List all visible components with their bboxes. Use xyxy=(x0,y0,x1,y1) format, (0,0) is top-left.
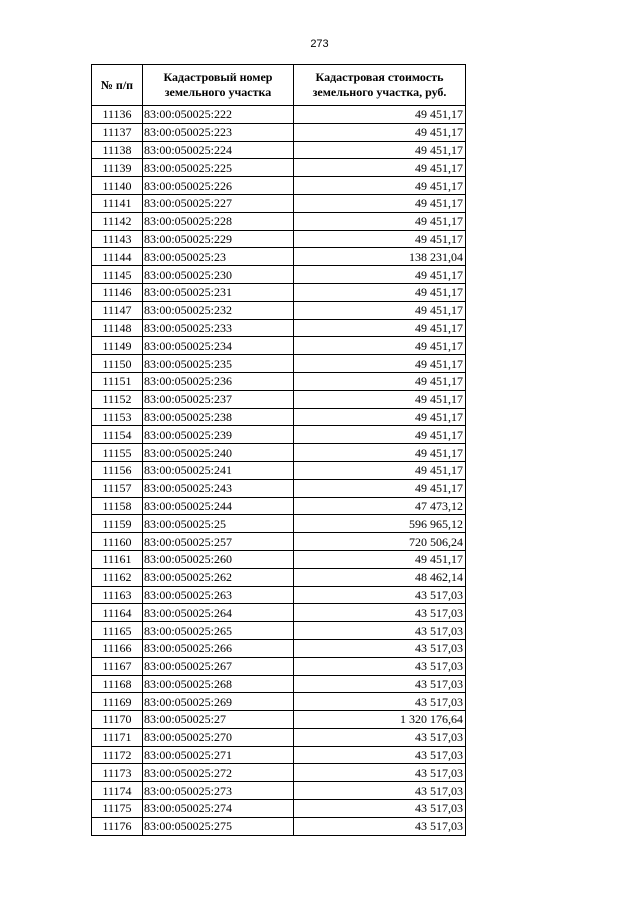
cadastral-value-cell: 49 451,17 xyxy=(294,230,466,248)
table-row xyxy=(92,515,466,533)
header-row xyxy=(92,65,466,106)
table-row xyxy=(92,533,466,551)
cadastral-number-cell: 83:00:050025:267 xyxy=(143,657,294,675)
row-number-cell: 11162 xyxy=(92,568,143,586)
table-row xyxy=(92,337,466,355)
cadastral-number-cell: 83:00:050025:237 xyxy=(143,390,294,408)
cadastral-value-cell: 49 451,17 xyxy=(294,372,466,390)
cadastral-number-cell: 83:00:050025:240 xyxy=(143,444,294,462)
page-number: 273 xyxy=(310,38,329,50)
table-row xyxy=(92,550,466,568)
cadastral-number-cell: 83:00:050025:25 xyxy=(143,515,294,533)
cadastral-number-cell: 83:00:050025:23 xyxy=(143,248,294,266)
table-row xyxy=(92,408,466,426)
row-number-cell: 11145 xyxy=(92,266,143,284)
table-row xyxy=(92,266,466,284)
header-row-number: № п/п xyxy=(92,65,143,106)
row-number-cell: 11150 xyxy=(92,355,143,373)
cadastral-number-cell: 83:00:050025:262 xyxy=(143,568,294,586)
cadastral-value-cell: 49 451,17 xyxy=(294,319,466,337)
row-number-cell: 11165 xyxy=(92,622,143,640)
cadastral-number-cell: 83:00:050025:235 xyxy=(143,355,294,373)
table-row xyxy=(92,479,466,497)
cadastral-number-cell: 83:00:050025:238 xyxy=(143,408,294,426)
table-row xyxy=(92,106,466,124)
cadastral-value-cell: 49 451,17 xyxy=(294,177,466,195)
cadastral-value-table xyxy=(91,64,466,836)
cadastral-value-cell: 49 451,17 xyxy=(294,283,466,301)
row-number-cell: 11173 xyxy=(92,764,143,782)
row-number-cell: 11166 xyxy=(92,639,143,657)
cadastral-number-cell: 83:00:050025:273 xyxy=(143,782,294,800)
table-row xyxy=(92,319,466,337)
table-row xyxy=(92,568,466,586)
cadastral-number-cell: 83:00:050025:226 xyxy=(143,177,294,195)
row-number-cell: 11160 xyxy=(92,533,143,551)
table-row xyxy=(92,817,466,835)
cadastral-value-cell: 43 517,03 xyxy=(294,746,466,764)
cadastral-value-cell: 49 451,17 xyxy=(294,390,466,408)
row-number-cell: 11147 xyxy=(92,301,143,319)
cadastral-value-cell: 43 517,03 xyxy=(294,586,466,604)
table-body xyxy=(92,106,466,836)
row-number-cell: 11174 xyxy=(92,782,143,800)
cadastral-value-cell: 43 517,03 xyxy=(294,800,466,818)
cadastral-value-cell: 43 517,03 xyxy=(294,817,466,835)
cadastral-number-cell: 83:00:050025:265 xyxy=(143,622,294,640)
table-header xyxy=(92,65,466,106)
cadastral-value-cell: 49 451,17 xyxy=(294,266,466,284)
cadastral-number-cell: 83:00:050025:236 xyxy=(143,372,294,390)
cadastral-value-cell: 49 451,17 xyxy=(294,479,466,497)
cadastral-number-cell: 83:00:050025:224 xyxy=(143,141,294,159)
cadastral-value-cell: 138 231,04 xyxy=(294,248,466,266)
row-number-cell: 11154 xyxy=(92,426,143,444)
cadastral-number-cell: 83:00:050025:228 xyxy=(143,212,294,230)
row-number-cell: 11143 xyxy=(92,230,143,248)
cadastral-value-cell: 43 517,03 xyxy=(294,604,466,622)
cadastral-number-cell: 83:00:050025:260 xyxy=(143,550,294,568)
row-number-cell: 11138 xyxy=(92,141,143,159)
table-row xyxy=(92,693,466,711)
cadastral-number-cell: 83:00:050025:27 xyxy=(143,711,294,729)
cadastral-number-cell: 83:00:050025:257 xyxy=(143,533,294,551)
table-row xyxy=(92,764,466,782)
row-number-cell: 11140 xyxy=(92,177,143,195)
cadastral-number-cell: 83:00:050025:239 xyxy=(143,426,294,444)
table-row xyxy=(92,586,466,604)
cadastral-value-cell: 43 517,03 xyxy=(294,639,466,657)
table-row xyxy=(92,194,466,212)
table-row xyxy=(92,604,466,622)
cadastral-number-cell: 83:00:050025:271 xyxy=(143,746,294,764)
cadastral-value-cell: 43 517,03 xyxy=(294,764,466,782)
cadastral-number-cell: 83:00:050025:270 xyxy=(143,728,294,746)
cadastral-value-cell: 49 451,17 xyxy=(294,212,466,230)
header-cadastral-number: Кадастровый номер земельного участка xyxy=(143,65,294,106)
row-number-cell: 11167 xyxy=(92,657,143,675)
row-number-cell: 11136 xyxy=(92,106,143,124)
cadastral-value-cell: 43 517,03 xyxy=(294,693,466,711)
cadastral-value-cell: 49 451,17 xyxy=(294,408,466,426)
cadastral-number-cell: 83:00:050025:225 xyxy=(143,159,294,177)
table-row xyxy=(92,657,466,675)
cadastral-number-cell: 83:00:050025:222 xyxy=(143,106,294,124)
cadastral-number-cell: 83:00:050025:241 xyxy=(143,461,294,479)
table-row xyxy=(92,746,466,764)
table-row xyxy=(92,622,466,640)
cadastral-value-cell: 49 451,17 xyxy=(294,106,466,124)
table-row xyxy=(92,123,466,141)
table-row xyxy=(92,141,466,159)
cadastral-value-cell: 1 320 176,64 xyxy=(294,711,466,729)
cadastral-number-cell: 83:00:050025:272 xyxy=(143,764,294,782)
cadastral-value-cell: 43 517,03 xyxy=(294,782,466,800)
cadastral-number-cell: 83:00:050025:229 xyxy=(143,230,294,248)
cadastral-number-cell: 83:00:050025:264 xyxy=(143,604,294,622)
table-row xyxy=(92,159,466,177)
row-number-cell: 11146 xyxy=(92,283,143,301)
cadastral-number-cell: 83:00:050025:244 xyxy=(143,497,294,515)
row-number-cell: 11158 xyxy=(92,497,143,515)
table-row xyxy=(92,283,466,301)
cadastral-value-cell: 49 451,17 xyxy=(294,123,466,141)
row-number-cell: 11171 xyxy=(92,728,143,746)
cadastral-value-cell: 720 506,24 xyxy=(294,533,466,551)
table-row xyxy=(92,461,466,479)
cadastral-value-cell: 47 473,12 xyxy=(294,497,466,515)
cadastral-value-cell: 43 517,03 xyxy=(294,728,466,746)
cadastral-number-cell: 83:00:050025:275 xyxy=(143,817,294,835)
table-row xyxy=(92,390,466,408)
table-row xyxy=(92,497,466,515)
row-number-cell: 11153 xyxy=(92,408,143,426)
row-number-cell: 11137 xyxy=(92,123,143,141)
row-number-cell: 11164 xyxy=(92,604,143,622)
cadastral-value-cell: 48 462,14 xyxy=(294,568,466,586)
row-number-cell: 11159 xyxy=(92,515,143,533)
cadastral-number-cell: 83:00:050025:232 xyxy=(143,301,294,319)
row-number-cell: 11172 xyxy=(92,746,143,764)
cadastral-number-cell: 83:00:050025:269 xyxy=(143,693,294,711)
row-number-cell: 11163 xyxy=(92,586,143,604)
cadastral-number-cell: 83:00:050025:268 xyxy=(143,675,294,693)
cadastral-value-cell: 596 965,12 xyxy=(294,515,466,533)
table-row xyxy=(92,355,466,373)
cadastral-number-cell: 83:00:050025:230 xyxy=(143,266,294,284)
cadastral-value-cell: 49 451,17 xyxy=(294,444,466,462)
cadastral-value-cell: 49 451,17 xyxy=(294,301,466,319)
row-number-cell: 11161 xyxy=(92,550,143,568)
table-row xyxy=(92,248,466,266)
table-row xyxy=(92,639,466,657)
cadastral-number-cell: 83:00:050025:266 xyxy=(143,639,294,657)
table-row xyxy=(92,372,466,390)
cadastral-number-cell: 83:00:050025:223 xyxy=(143,123,294,141)
row-number-cell: 11170 xyxy=(92,711,143,729)
cadastral-value-cell: 43 517,03 xyxy=(294,622,466,640)
cadastral-number-cell: 83:00:050025:274 xyxy=(143,800,294,818)
cadastral-number-cell: 83:00:050025:263 xyxy=(143,586,294,604)
row-number-cell: 11151 xyxy=(92,372,143,390)
cadastral-value-cell: 49 451,17 xyxy=(294,550,466,568)
row-number-cell: 11142 xyxy=(92,212,143,230)
cadastral-value-cell: 43 517,03 xyxy=(294,675,466,693)
cadastral-value-cell: 49 451,17 xyxy=(294,337,466,355)
table-row xyxy=(92,177,466,195)
row-number-cell: 11141 xyxy=(92,194,143,212)
table-row xyxy=(92,444,466,462)
table-row xyxy=(92,782,466,800)
cadastral-number-cell: 83:00:050025:234 xyxy=(143,337,294,355)
cadastral-value-cell: 49 451,17 xyxy=(294,461,466,479)
table-row xyxy=(92,800,466,818)
cadastral-number-cell: 83:00:050025:233 xyxy=(143,319,294,337)
cadastral-number-cell: 83:00:050025:227 xyxy=(143,194,294,212)
table-row xyxy=(92,711,466,729)
row-number-cell: 11152 xyxy=(92,390,143,408)
row-number-cell: 11169 xyxy=(92,693,143,711)
table-row xyxy=(92,212,466,230)
cadastral-value-cell: 49 451,17 xyxy=(294,426,466,444)
row-number-cell: 11139 xyxy=(92,159,143,177)
row-number-cell: 11157 xyxy=(92,479,143,497)
table-row xyxy=(92,675,466,693)
row-number-cell: 11168 xyxy=(92,675,143,693)
cadastral-value-cell: 43 517,03 xyxy=(294,657,466,675)
table-row xyxy=(92,728,466,746)
cadastral-value-cell: 49 451,17 xyxy=(294,141,466,159)
cadastral-value-cell: 49 451,17 xyxy=(294,194,466,212)
cadastral-number-cell: 83:00:050025:231 xyxy=(143,283,294,301)
header-cadastral-value: Кадастровая стоимость земельного участка, руб. xyxy=(294,65,466,106)
row-number-cell: 11175 xyxy=(92,800,143,818)
row-number-cell: 11156 xyxy=(92,461,143,479)
cadastral-value-cell: 49 451,17 xyxy=(294,159,466,177)
row-number-cell: 11176 xyxy=(92,817,143,835)
cadastral-value-cell: 49 451,17 xyxy=(294,355,466,373)
table-row xyxy=(92,230,466,248)
cadastral-number-cell: 83:00:050025:243 xyxy=(143,479,294,497)
row-number-cell: 11149 xyxy=(92,337,143,355)
row-number-cell: 11148 xyxy=(92,319,143,337)
row-number-cell: 11155 xyxy=(92,444,143,462)
row-number-cell: 11144 xyxy=(92,248,143,266)
table-row xyxy=(92,301,466,319)
table-row xyxy=(92,426,466,444)
